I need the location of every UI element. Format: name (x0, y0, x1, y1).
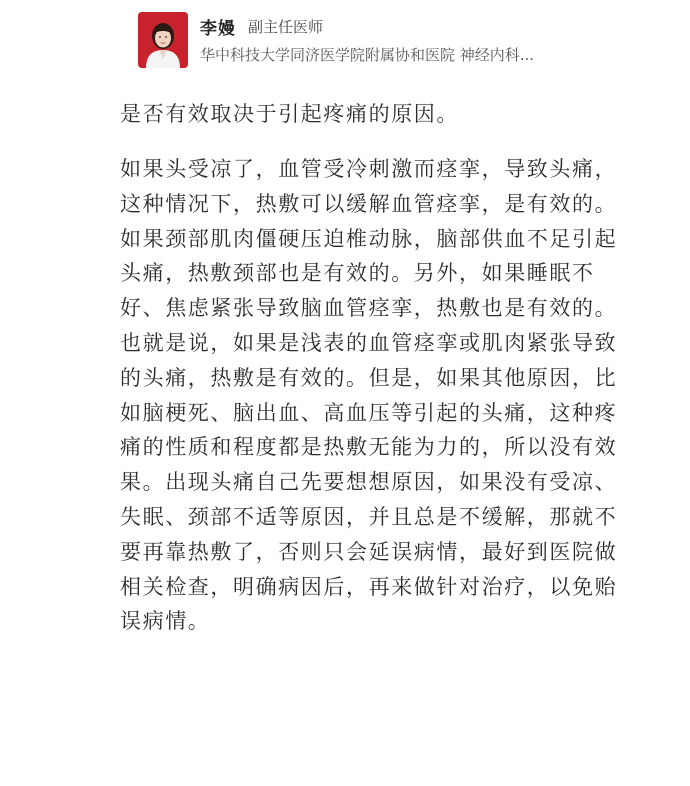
doctor-header[interactable] (138, 10, 690, 70)
doctor-portrait-icon (138, 12, 188, 68)
article-body (120, 98, 630, 639)
article-paragraph: 如果头受凉了，血管受冷刺激而痉挛，导致头痛，这种情况下，热敷可以缓解血管痉挛，是有效的。如果颈部肌肉僵硬压迫椎动脉，脑部供血不足引起头痛，热敷颈部也是有效的。另外，如果睡眠不好、焦虑紧张导致脑血管痉挛，热敷也是有效的。也就是说，如果是浅表的血管痉挛或肌肉紧张导致的头痛，热敷是有效的。但是，如果其他原因，比如脑梗死、脑出血、高血压等引起的头痛，这种疼痛的性质和程度都是热敷无能为力的，所以没有效果。出现头痛自己先要想想原因，如果没有受凉、失眠、颈部不适等原因，并且总是不缓解，那就不要再靠热敷了，否则只会延误病情，最好到医院做相关检查，明确病因后，再来做针对治疗，以免贻误病情。 (120, 157, 618, 634)
doctor-avatar[interactable] (138, 12, 188, 68)
doctor-organization: 华中科技大学同济医学院附属协和医院 神经内科... (200, 46, 535, 64)
doctor-name: 李嫚 (200, 19, 236, 39)
article-intro: 是否有效取决于引起疼痛的原因。 (120, 102, 459, 126)
doctor-title: 副主任医师 (248, 18, 324, 36)
